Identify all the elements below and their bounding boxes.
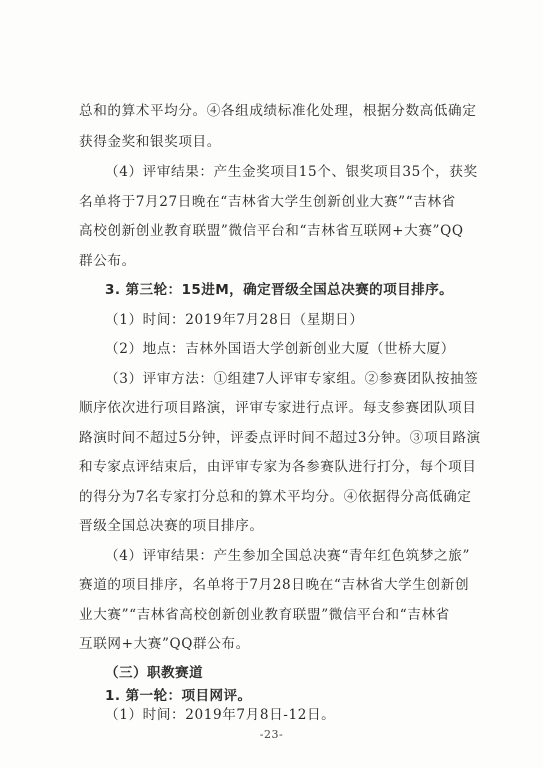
body-line: （4）评审结果：产生参加全国总决赛“青年红色筑梦之旅” xyxy=(105,548,470,564)
body-line: （2）地点：吉林外国语大学创新创业大厦（世桥大厦） xyxy=(105,341,455,357)
subsection-heading: 1. 第一轮：项目网评。 xyxy=(105,688,252,704)
body-line: 晋级全国总决赛的项目排序。 xyxy=(79,518,264,534)
page-number: -23- xyxy=(259,728,284,741)
body-line: 路演时间不超过5分钟，评委点评时间不超过3分钟。③项目路演 xyxy=(79,430,481,446)
body-line: （1）时间：2019年7月28日（星期日） xyxy=(105,312,364,328)
body-line: 和专家点评结束后，由评审专家为各参赛队进行打分，每个项目 xyxy=(79,459,477,475)
body-line: 总和的算术平均分。④各组成绩标准化处理，根据分数高低确定 xyxy=(79,103,477,119)
body-line: 业大赛”“吉林省高校创新创业教育联盟”微信平台和“吉林省 xyxy=(79,607,450,623)
body-line-final: （1）时间：2019年7月8日-12日。 xyxy=(105,707,336,723)
body-line: （3）评审方法：①组建7人评审专家组。②参赛团队按抽签 xyxy=(105,371,479,387)
body-line: 获得金奖和银奖项目。 xyxy=(79,134,221,150)
section-heading: （三）职教赛道 xyxy=(105,665,203,681)
body-line: （4）评审结果：产生金奖项目15个、银奖项目35个，获奖 xyxy=(105,164,478,180)
body-line: 互联网+大赛”QQ群公布。 xyxy=(79,636,250,652)
body-line: 高校创新创业教育联盟”微信平台和“吉林省互联网+大赛”QQ xyxy=(79,223,464,239)
body-line: 的得分为7名专家打分总和的算术平均分。④依据得分高低确定 xyxy=(79,489,472,505)
body-line: 赛道的项目排序，名单将于7月28日晚在“吉林省大学生创新创 xyxy=(79,577,470,593)
body-line: 群公布。 xyxy=(79,253,136,269)
section-heading: 3. 第三轮：15进M，确定晋级全国总决赛的项目排序。 xyxy=(105,282,454,298)
body-line: 名单将于7月27日晚在“吉林省大学生创新创业大赛”“吉林省 xyxy=(79,194,456,210)
body-line: 顺序依次进行项目路演，评审专家进行点评。每支参赛团队项目 xyxy=(79,400,477,416)
